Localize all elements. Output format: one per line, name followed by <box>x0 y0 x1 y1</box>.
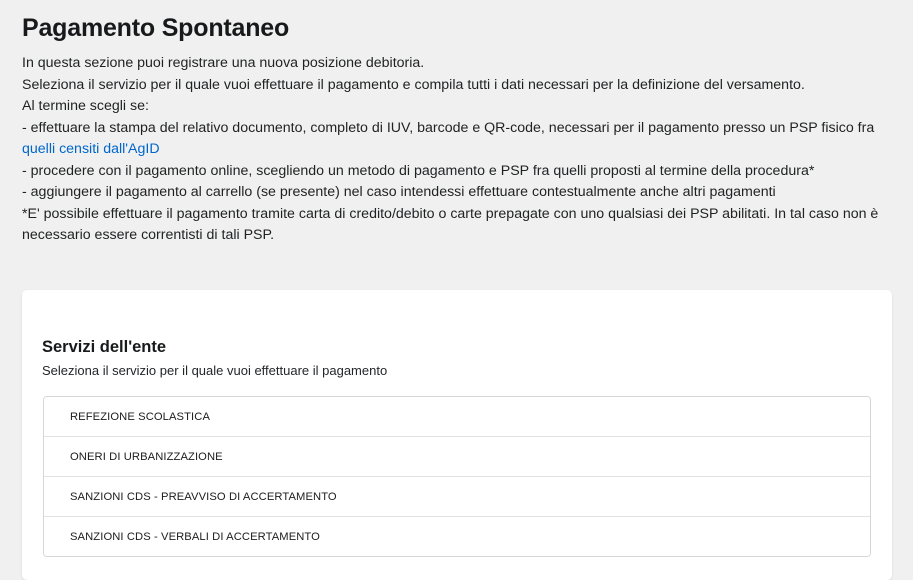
services-card-inner <box>22 320 892 557</box>
services-card-subtitle: Seleziona il servizio per il quale vuoi effettuare il pagamento <box>42 363 388 378</box>
list-item[interactable]: SANZIONI CDS - PREAVVISO DI ACCERTAMENTO <box>44 477 870 517</box>
service-list <box>43 396 871 557</box>
list-item[interactable]: SANZIONI CDS - VERBALI DI ACCERTAMENTO <box>44 517 870 556</box>
services-card <box>22 290 892 580</box>
intro-line-1: In questa sezione puoi registrare una nuova posizione debitoria. <box>22 55 425 71</box>
intro-line-4 <box>22 118 891 161</box>
list-item[interactable]: REFEZIONE SCOLASTICA <box>44 397 870 437</box>
list-item[interactable]: ONERI DI URBANIZZAZIONE <box>44 437 870 477</box>
intro-line-6: - aggiungere il pagamento al carrello (se presente) nel caso intendessi effettuare contestualmente anche altri pagamenti <box>22 184 776 200</box>
services-card-title: Servizi dell'ente <box>42 338 167 356</box>
agid-psp-link[interactable]: quelli censiti dall'AgID <box>22 141 160 157</box>
intro-line-2: Seleziona il servizio per il quale vuoi effettuare il pagamento e compila tutti i dati necessari per la definizione del versamento. <box>22 76 805 93</box>
intro-section <box>0 0 913 247</box>
intro-line-5: - procedere con il pagamento online, scegliendo un metodo di pagamento e PSP fra quelli proposti al termine della procedura* <box>22 162 815 179</box>
intro-line-7: *E' possibile effettuare il pagamento tramite carta di credito/debito o carte prepagate con uno qualsiasi dei PSP abilitati. In tal caso non è necessario essere correntisti di tali PSP. <box>22 205 879 243</box>
intro-line-4-text: - effettuare la stampa del relativo documento, completo di IUV, barcode e QR-code, necessari per il pagamento presso un PSP fisico fra <box>22 119 875 136</box>
intro-text <box>22 53 891 247</box>
page-title: Pagamento Spontaneo <box>22 14 290 42</box>
intro-line-3: Al termine scegli se: <box>22 98 149 114</box>
